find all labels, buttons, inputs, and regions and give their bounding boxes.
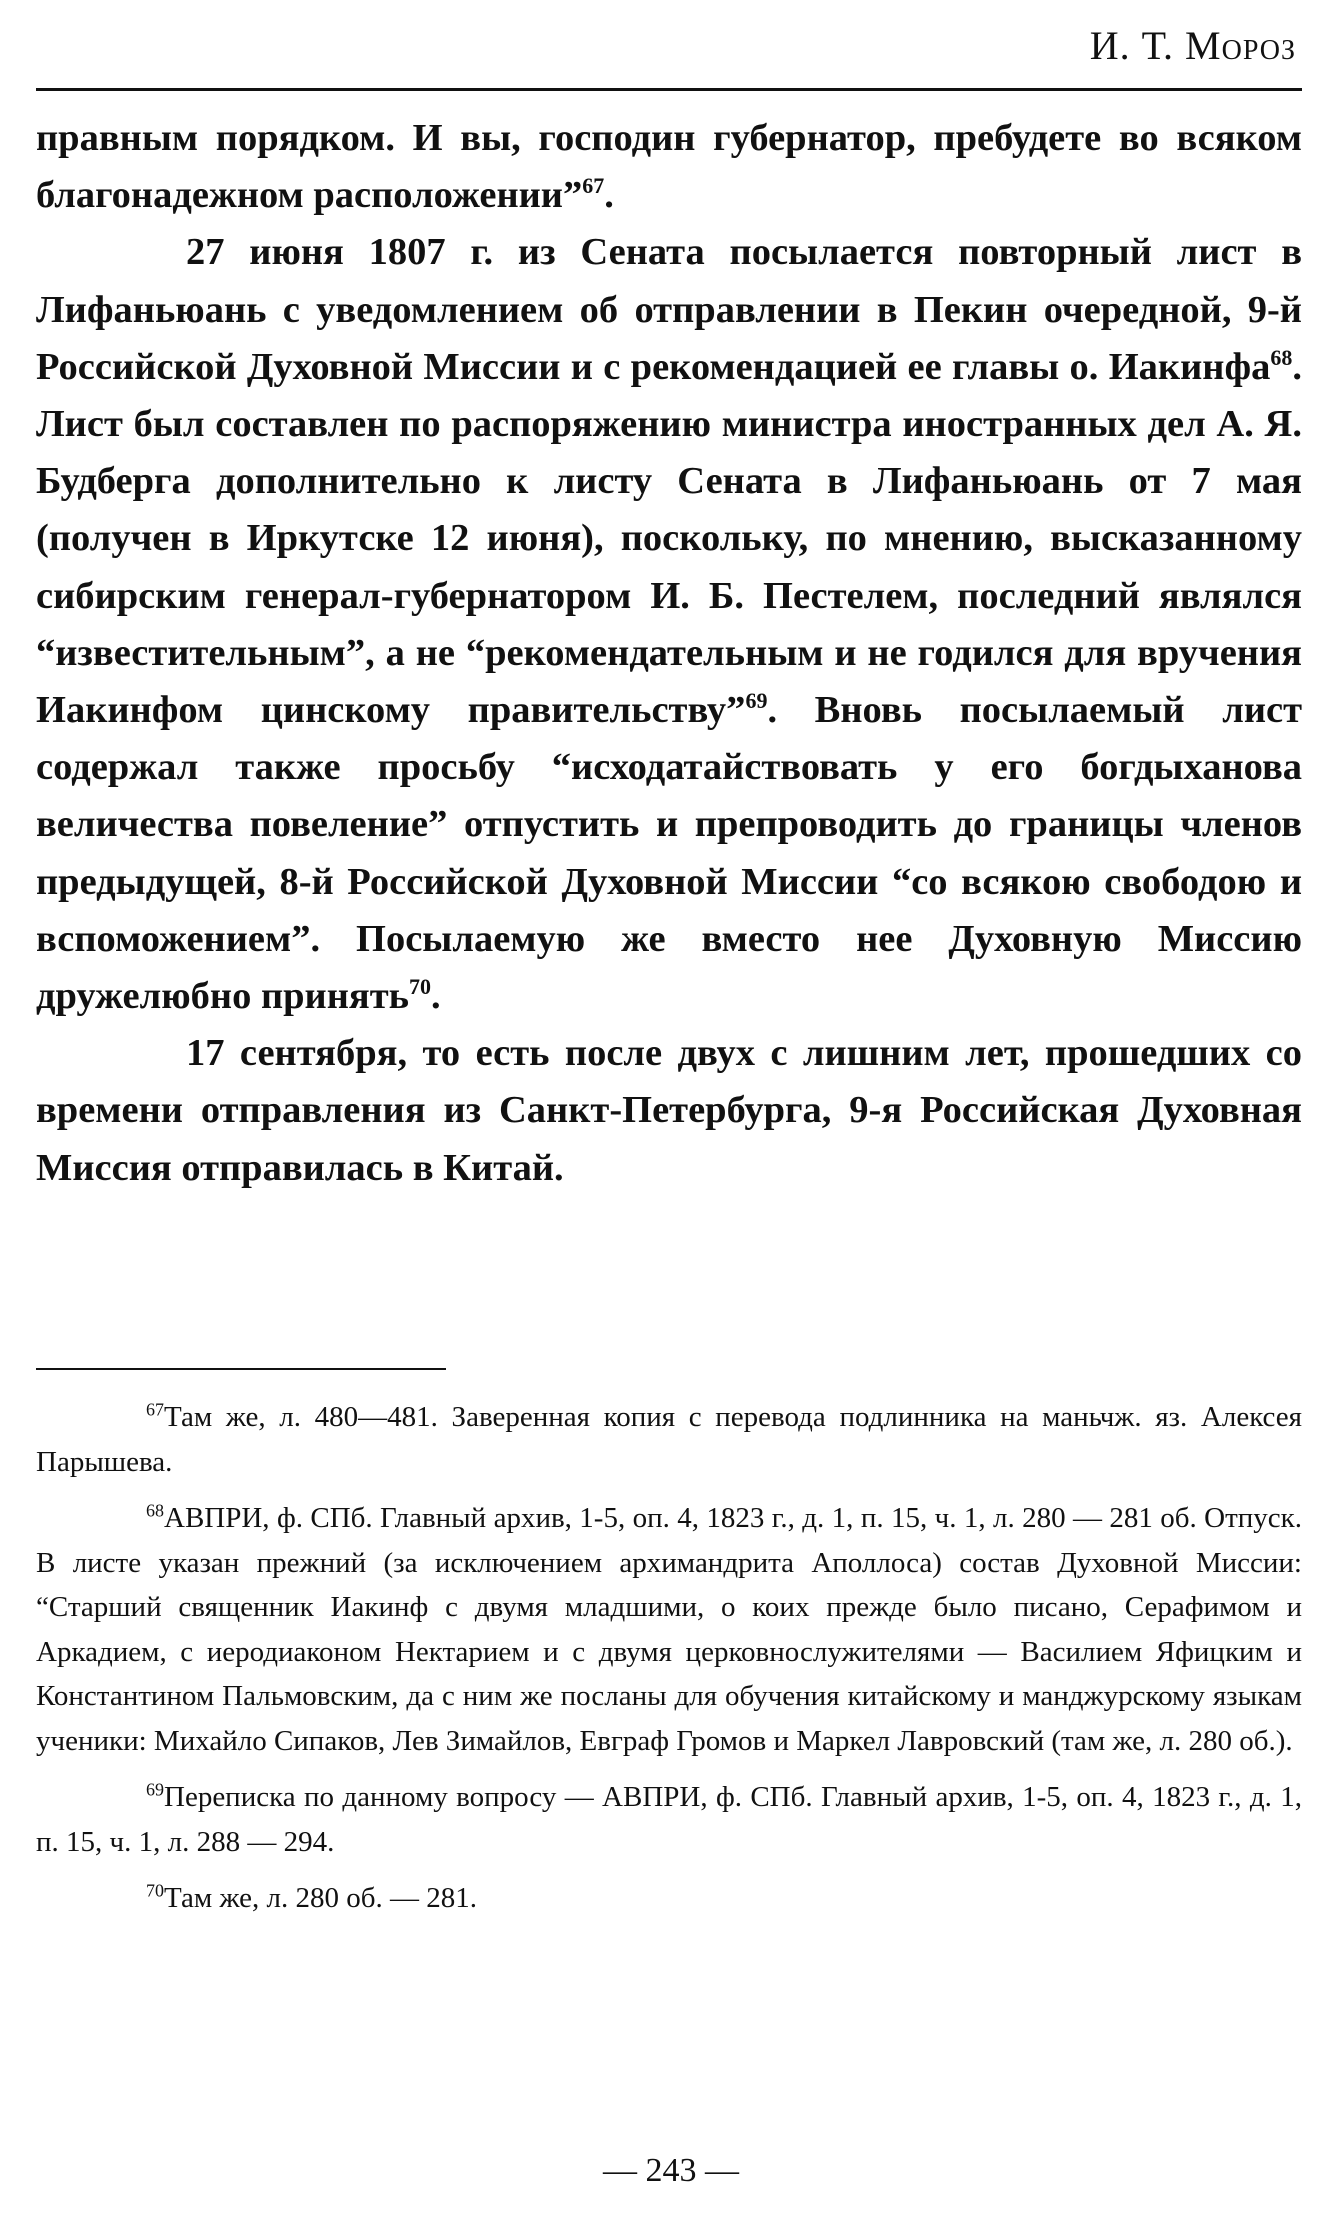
paragraph-2-seg3: . Вновь посылаемый лист содержал также просьбу “исходатайствовать у его богдыханова величества повеление” отпустить и препроводить до границы членов предыдущей, 8-й Российской Духовной Миссии “со всякою свободою и вспоможением”. Посылаемую же вместо нее Духовную Миссию дружелюбно принять (36, 689, 1302, 1018)
paragraph-2-seg1: 27 июня 1807 г. из Сената посылается повторный лист в Лифаньюань с уведомлением об отправлении в Пекин очередной, 9-й Российской Духовной Миссии и с рекомендацией ее главы о. Иакинфа (36, 231, 1302, 388)
running-head: И. Т. Мороз (1089, 23, 1296, 68)
footnote-number: 69 (146, 1779, 164, 1800)
paragraph-3 (36, 1025, 1302, 1197)
main-text (36, 110, 1302, 1197)
footnote-ref-67: 67 (582, 173, 605, 199)
paragraph-2 (36, 224, 1302, 1025)
paragraph-1-text: правным порядком. И вы, господин губернатор, пребудете во всяком благонадежном расположении” (36, 117, 1302, 217)
footnote-number: 67 (146, 1399, 164, 1420)
footnote-67 (36, 1395, 1302, 1484)
footnote-rule (36, 1368, 446, 1370)
footnote-70 (36, 1876, 1302, 1921)
footnote-number: 68 (146, 1500, 164, 1521)
footnotes (36, 1395, 1302, 1933)
footnote-69 (36, 1775, 1302, 1864)
paragraph-1-tail: . (604, 174, 614, 217)
footnote-text: АВПРИ, ф. СПб. Главный архив, 1-5, оп. 4, 1823 г., д. 1, п. 15, ч. 1, л. 280 — 281 об. Отпуск. В листе указан прежний (за исключением архимандрита Аполлоса) состав Духовной Миссии: “Старший священник Иакинф с двумя младшими, о коих прежде было писано, Серафимом и Аркадием, с иеродиаконом Нектарием и с двумя церковнослужителями — Василием Яфицким и Константином Пальмовским, да с ним же посланы для обучения китайскому и манджурскому языкам ученики: Михайло Сипаков, Лев Зимайлов, Евграф Громов и Маркел Лавровский (там же, л. 280 об.). (36, 1502, 1302, 1757)
paragraph-1 (36, 110, 1302, 224)
paragraph-2-seg2: . Лист был составлен по распоряжению министра иностранных дел А. Я. Будберга дополнительно к листу Сената в Лифаньюань от 7 мая (получен в Иркутске 12 июня), поскольку, по мнению, высказанному сибирским генерал-губернатором И. Б. Пестелем, последний являлся “известительным”, а не “рекомендательным и не годился для вручения Иакинфом цинскому правительству” (36, 345, 1302, 732)
header-rule (36, 88, 1302, 91)
paragraph-2-seg4: . (431, 975, 441, 1018)
footnote-68 (36, 1496, 1302, 1763)
footnote-text: Переписка по данному вопросу — АВПРИ, ф. СПб. Главный архив, 1-5, оп. 4, 1823 г., д. 1, п. 15, ч. 1, л. 288 — 294. (36, 1781, 1302, 1858)
paragraph-3-text: 17 сентября, то есть после двух с лишним лет, прошедших со времени отправления из Санкт-Петербурга, 9-я Российская Духовная Миссия отправилась в Китай. (36, 1032, 1302, 1189)
footnote-text: Там же, л. 480—481. Заверенная копия с перевода подлинника на маньчж. яз. Алексея Парышева. (36, 1401, 1302, 1478)
page-number: — 243 — (603, 2152, 739, 2189)
footnote-ref-68: 68 (1270, 344, 1293, 370)
footnote-ref-69: 69 (745, 688, 768, 714)
footnote-ref-70: 70 (409, 974, 432, 1000)
footnote-number: 70 (146, 1880, 164, 1901)
footnote-text: Там же, л. 280 об. — 281. (164, 1882, 477, 1914)
